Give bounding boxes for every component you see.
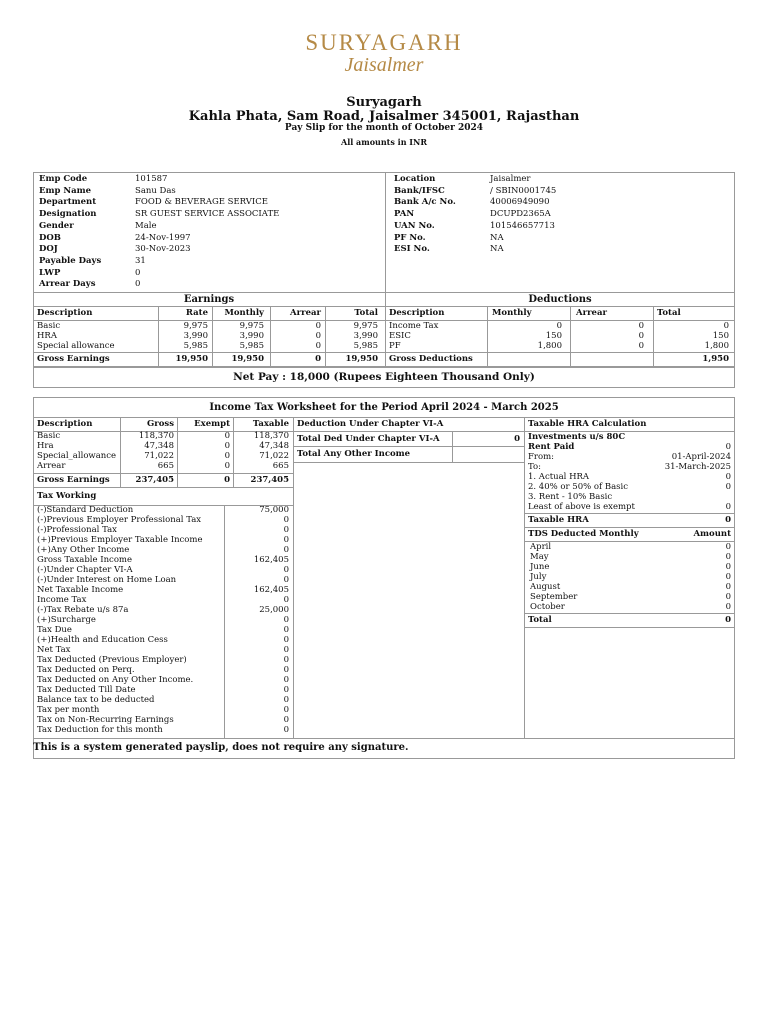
employee-field-value: Male [135,220,157,231]
earnings-cell: 0 [315,331,321,341]
company-address: Kahla Phata, Sam Road, Jaisalmer 345001, Rajasthan [188,109,580,124]
divider [293,431,524,432]
earnings-cell: 9,975 [353,321,378,331]
divider [33,473,293,474]
tax-working-value: 0 [283,705,289,715]
earnings-cell: 9,975 [183,321,208,331]
employee-field-label: Gender [39,220,74,231]
net-pay: Net Pay : 18,000 (Rupees Eighteen Thousand Only) [233,371,535,383]
deductions-title: Deductions [528,294,592,305]
tax-working-value: 0 [283,715,289,725]
employee-field-label: Department [39,197,97,208]
tax-working-label: (-)Professional Tax [37,525,117,535]
employee-field-label: Bank/IFSC [394,185,445,196]
divider [524,527,735,528]
earnings-cell: 0 [315,341,321,351]
divider [487,306,488,367]
tds-amount-header: Amount [693,529,731,539]
deductions-cell: 0 [638,331,644,341]
tax-working-value: 0 [283,525,289,535]
tax-working-value: 0 [283,645,289,655]
employee-field-label: ESI No. [394,244,430,255]
tds-amount: 0 [725,592,731,602]
tds-amount: 0 [725,572,731,582]
gross-cell: 71,022 [259,451,289,461]
chapter-via-total-label: Total Ded Under Chapter VI-A [297,434,440,444]
earnings-cell: 3,990 [353,331,378,341]
chapter-via-total-value: 0 [514,434,520,444]
tax-working-label: Tax Due [37,625,72,635]
earnings-total-cell: 19,950 [175,354,208,364]
deductions-cell: 0 [556,321,562,331]
employee-field-value: Sanu Das [135,185,176,196]
employee-field-value: NA [490,244,504,255]
deductions-cell: 150 [545,331,562,341]
worksheet-title: Income Tax Worksheet for the Period April 2024 - March 2025 [209,402,559,413]
tax-working-value: 162,405 [253,585,289,595]
tax-working-label: Tax per month [37,705,100,715]
divider [524,417,525,738]
tds-amount: 0 [725,552,731,562]
deductions-header: Arrear [576,308,607,318]
chapter-via-title: Deduction Under Chapter VI-A [297,419,444,429]
gross-header: Exempt [194,419,230,429]
divider [570,306,571,367]
tax-working-value: 75,000 [259,505,289,515]
employee-field-label: UAN No. [394,220,435,231]
employee-field-value: 24-Nov-1997 [135,232,191,243]
company-name: Suryagarh [346,95,422,110]
tax-working-value: 0 [283,695,289,705]
gross-cell: 665 [157,461,174,471]
divider [293,417,294,738]
other-income-label: Total Any Other Income [297,449,411,459]
deductions-cell: PF [389,341,401,351]
gross-header: Description [37,419,93,429]
to-value: 31-March-2025 [664,462,731,472]
tax-working-label: Net Tax [37,645,71,655]
tax-working-value: 0 [283,675,289,685]
deductions-header: Monthly [492,308,532,318]
deductions-cell: 150 [712,331,729,341]
divider [524,627,735,628]
tax-working-label: Income Tax [37,595,87,605]
tds-amount: 0 [725,602,731,612]
tax-working-label: Tax Deducted on Perq. [37,665,135,675]
tax-working-label: Net Taxable Income [37,585,124,595]
employee-field-label: Emp Name [39,185,92,196]
employee-field-value: 0 [135,267,141,278]
earnings-total-cell: Gross Earnings [37,354,110,364]
tax-working-label: Tax Deducted Till Date [37,685,136,695]
tax-working-value: 0 [283,635,289,645]
tds-month: August [530,582,561,592]
tax-working-label: (-)Previous Employer Professional Tax [37,515,202,525]
hra-item-value: 0 [725,482,731,492]
gross-cell: 665 [272,461,289,471]
divider [33,417,735,418]
tds-title: TDS Deducted Monthly [528,529,639,539]
tax-working-label: (+)Surcharge [37,615,96,625]
gross-cell: Arrear [37,461,66,471]
gross-cell: 47,348 [144,441,174,451]
divider [452,446,453,462]
hra-item-label: 1. Actual HRA [528,472,590,482]
hra-item-value: 0 [725,502,731,512]
employee-field-label: Bank A/c No. [394,197,456,208]
earnings-cell: 0 [315,321,321,331]
tax-working-value: 162,405 [253,555,289,565]
employee-field-value: 101587 [135,174,168,184]
employee-field-value: Jaisalmer [490,174,531,184]
gross-header: Gross [147,419,174,429]
rent-paid-value: 0 [725,442,731,452]
deductions-header: Total [657,308,681,318]
earnings-header: Rate [185,308,208,318]
earnings-cell: 9,975 [239,321,264,331]
divider [293,462,524,463]
earnings-cell: 3,990 [183,331,208,341]
tds-month: June [530,562,550,572]
tax-working-label: (-)Under Chapter VI-A [37,565,133,575]
employee-field-value: 31 [135,255,146,266]
tax-working-value: 0 [283,655,289,665]
gross-cell: 71,022 [144,451,174,461]
deductions-cell: Income Tax [389,321,439,331]
hra-title: Taxable HRA Calculation [528,419,647,429]
deductions-cell: 1,800 [537,341,562,351]
tds-amount: 0 [725,582,731,592]
divider [293,446,524,447]
tax-working-value: 0 [283,545,289,555]
tax-working-value: 0 [283,665,289,675]
employee-field-value: NA [490,232,504,243]
earnings-total-cell: 0 [315,354,321,364]
tax-working-label: (-)Tax Rebate u/s 87a [37,605,129,615]
employee-field-value: SR GUEST SERVICE ASSOCIATE [135,209,280,220]
earnings-header: Monthly [224,308,264,318]
tax-working-label: (+)Health and Education Cess [37,635,168,645]
tax-working-label: Gross Taxable Income [37,555,133,565]
tax-working-label: Balance tax to be deducted [37,695,155,705]
logo-wordmark: SURYAGARH [305,30,463,55]
tax-working-label: (-)Standard Deduction [37,505,134,515]
divider [224,505,225,738]
gross-header: Taxable [252,419,289,429]
divider [653,306,654,367]
deductions-cell: ESIC [389,331,411,341]
from-label: From: [528,452,555,462]
payslip-period: Pay Slip for the month of October 2024 [284,123,484,133]
gross-cell: 0 [224,451,230,461]
tds-month: April [530,542,552,552]
gross-cell: 0 [224,431,230,441]
tax-working-label: (+)Any Other Income [37,545,130,555]
from-value: 01-April-2024 [671,452,731,462]
gross-cell: 47,348 [259,441,289,451]
gross-total-cell: 237,405 [135,475,174,485]
tax-working-value: 0 [283,515,289,525]
earnings-cell: Special allowance [37,341,115,351]
taxable-hra-label: Taxable HRA [528,515,589,525]
tax-working-label: Tax Deduction for this month [37,725,163,735]
tax-working-value: 25,000 [259,605,289,615]
employee-field-value: 30-Nov-2023 [135,244,191,255]
gross-cell: 0 [224,461,230,471]
deductions-cell: 0 [723,321,729,331]
earnings-cell: HRA [37,331,57,341]
tax-working-value: 0 [283,615,289,625]
employee-field-label: PF No. [394,232,426,243]
gross-cell: Special_allowance [37,451,117,461]
deductions-header: Description [389,308,445,318]
divider [452,431,453,446]
employee-field-label: Arrear Days [39,279,96,290]
deductions-total-cell: Gross Deductions [389,354,473,364]
gross-cell: 0 [224,441,230,451]
tax-working-label: (-)Under Interest on Home Loan [37,575,177,585]
rent-paid-label: Rent Paid [528,442,575,452]
divider [33,352,735,353]
tds-amount: 0 [725,562,731,572]
tax-working-value: 0 [283,725,289,735]
taxable-hra-value: 0 [725,515,731,525]
tax-working-value: 0 [283,685,289,695]
logo-script: Jaisalmer [344,54,424,76]
tax-working-value: 0 [283,575,289,585]
employee-field-value: 40006949090 [490,197,550,208]
earnings-header: Description [37,308,93,318]
hra-item-label: 3. Rent - 10% Basic [528,492,613,502]
investments-label: Investments u/s 80C [528,432,626,442]
tds-month: October [530,602,565,612]
to-label: To: [528,462,541,472]
earnings-header: Total [354,308,378,318]
tax-working-value: 0 [283,595,289,605]
employee-field-label: LWP [39,267,61,278]
employee-field-value: / SBIN0001745 [490,185,557,196]
employee-field-label: Emp Code [39,174,88,184]
employee-field-label: Payable Days [39,255,102,266]
employee-field-label: PAN [394,209,415,220]
tds-month: September [530,592,578,602]
earnings-cell: 5,985 [353,341,378,351]
gross-cell: Basic [37,431,61,441]
earnings-cell: 5,985 [239,341,264,351]
tds-total-label: Total [528,615,552,625]
tds-amount: 0 [725,542,731,552]
gross-cell: 118,370 [253,431,289,441]
tds-total-value: 0 [725,615,731,625]
earnings-cell: 5,985 [183,341,208,351]
divider [33,487,293,488]
employee-field-label: DOB [39,232,61,243]
employee-field-label: Location [394,174,436,184]
divider [33,738,735,739]
employee-field-value: FOOD & BEVERAGE SERVICE [135,197,268,208]
gross-total-cell: 0 [224,475,230,485]
earnings-title: Earnings [183,294,235,305]
hra-item-label: Least of above is exempt [528,502,635,512]
deductions-total-cell: 1,950 [702,354,729,364]
tax-working-label: Tax Deducted (Previous Employer) [37,655,187,665]
deductions-cell: 0 [638,341,644,351]
tax-working-label: Tax on Non-Recurring Earnings [37,715,174,725]
gross-cell: Hra [37,441,54,451]
gross-total-cell: 237,405 [250,475,289,485]
hra-item-label: 2. 40% or 50% of Basic [528,482,629,492]
currency-note: All amounts in INR [340,137,427,147]
tax-working-label: (+)Previous Employer Taxable Income [37,535,203,545]
gross-cell: 118,370 [138,431,174,441]
employee-field-label: Designation [39,209,97,220]
tds-month: July [530,572,547,582]
employee-field-label: DOJ [39,244,58,255]
divider [524,613,735,614]
earnings-header: Arrear [290,308,321,318]
tax-working-label: Tax Deducted on Any Other Income. [37,675,194,685]
tax-working-value: 0 [283,535,289,545]
earnings-cell: 3,990 [239,331,264,341]
earnings-total-cell: 19,950 [345,354,378,364]
tds-month: May [530,552,549,562]
gross-total-cell: Gross Earnings [37,475,110,485]
divider [385,172,386,293]
employee-field-value: DCUPD2365A [490,209,551,220]
footer-note: This is a system generated payslip, does not require any signature. [33,742,409,753]
deductions-cell: 1,800 [704,341,729,351]
employee-field-value: 0 [135,279,141,290]
employee-field-value: 101546657713 [490,220,555,231]
divider [524,513,735,514]
earnings-cell: Basic [37,321,61,331]
tax-working-value: 0 [283,565,289,575]
tax-working-value: 0 [283,625,289,635]
hra-item-value: 0 [725,472,731,482]
earnings-total-cell: 19,950 [231,354,264,364]
tax-working-title: Tax Working [37,491,97,501]
divider [33,306,735,307]
deductions-cell: 0 [638,321,644,331]
